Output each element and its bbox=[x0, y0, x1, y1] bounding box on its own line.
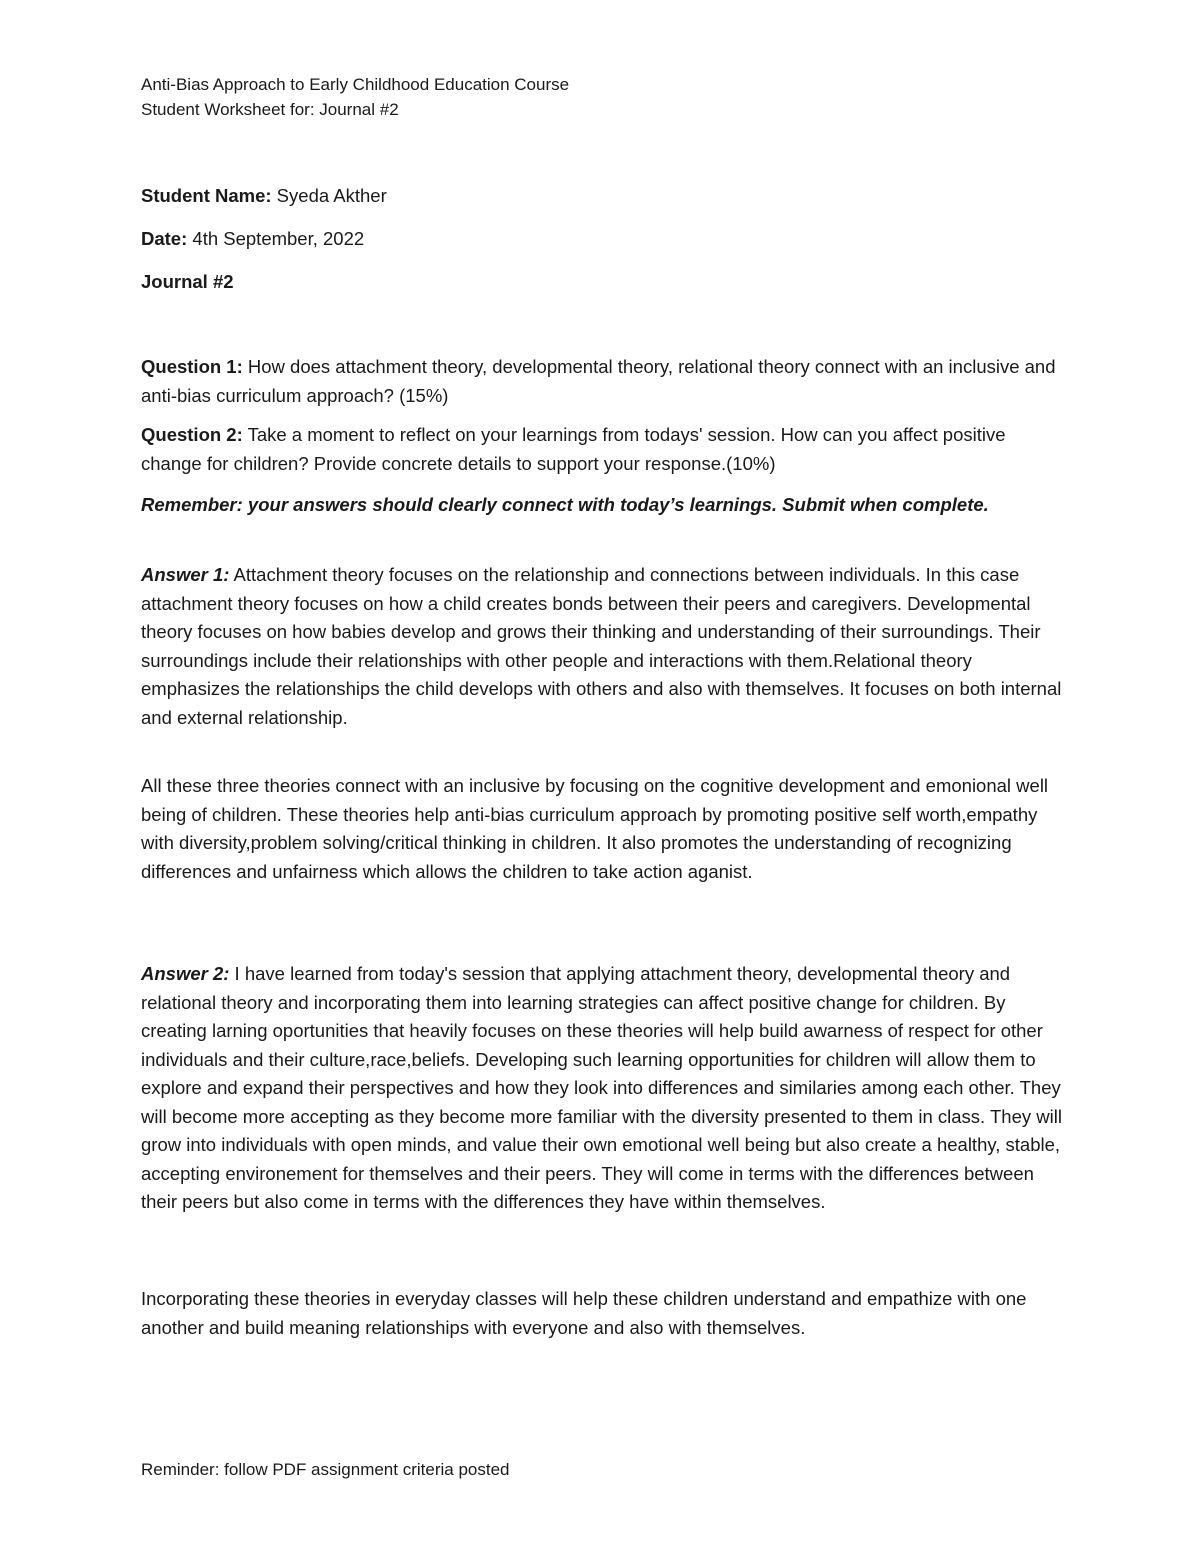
date-value: 4th September, 2022 bbox=[187, 228, 365, 249]
answer-2-text: I have learned from today's session that applying attachment theory, developmental theory and relational theory and incorporating them into learning strategies can affect positive change for children. By creating larning oportunities that heavily focuses on these theories will help build awarness of respect for other individuals and their culture,race,beliefs. Developing such learning opportunities for children will allow them to explore and expand their perspectives and how they look into differences and similaries among each other. They will become more accepting as they become more familiar with the diversity presented to them in class. They will grow into individuals with open minds, and value their own emotional well being but also create a healthy, stable, accepting environement for themselves and their peers. They will come in terms with the differences between their peers but also come in terms with the differences they have within themselves. bbox=[141, 963, 1062, 1212]
date-line bbox=[141, 225, 1061, 254]
student-name-line bbox=[141, 182, 1061, 211]
answer-reminder-note: Remember: your answers should clearly connect with today’s learnings. Submit when complete. bbox=[141, 494, 989, 515]
answer-2 bbox=[141, 960, 1066, 1217]
date-label: Date: bbox=[141, 228, 188, 249]
student-name-value: Syeda Akther bbox=[271, 185, 387, 206]
journal-heading: Journal #2 bbox=[141, 271, 234, 292]
answer-2-label: Answer 2: bbox=[141, 963, 230, 984]
answer-1 bbox=[141, 561, 1066, 732]
student-name-label: Student Name: bbox=[141, 185, 272, 206]
document-header bbox=[141, 72, 569, 122]
answer-2-paragraph-2: Incorporating these theories in everyday classes will help these children understand and empathize with one another and build meaning relationships with everyone and also with themselves. bbox=[141, 1288, 1027, 1338]
question-1 bbox=[141, 353, 1066, 410]
question-2 bbox=[141, 421, 1041, 478]
answer-1-label: Answer 1: bbox=[141, 564, 230, 585]
answer-1-paragraph-2: All these three theories connect with an inclusive by focusing on the cognitive development and emonional well being of children. These theories help anti-bias curriculum approach by promoting positive self worth,empathy with diversity,problem solving/critical thinking in children. It also promotes the understanding of recognizing differences and unfairness which allows the children to take action aganist. bbox=[141, 775, 1049, 882]
question-1-text: How does attachment theory, developmental theory, relational theory connect with an inclusive and anti-bias curriculum approach? (15%) bbox=[141, 356, 1056, 406]
answer-1-text: Attachment theory focuses on the relationship and connections between individuals. In this case attachment theory focuses on how a child creates bonds between their peers and caregivers. Developmental theory focuses on how babies develop and grows their thinking and understanding of their surroundings. Their surroundings include their relationships with other people and interactions with them.Relational theory emphasizes the relationships the child develops with others and also with themselves. It focuses on both internal and external relationship. bbox=[141, 564, 1062, 728]
footer-reminder: Reminder: follow PDF assignment criteria posted bbox=[141, 1460, 510, 1479]
worksheet-title: Student Worksheet for: Journal #2 bbox=[141, 100, 399, 119]
question-1-label: Question 1: bbox=[141, 356, 243, 377]
question-2-text: Take a moment to reflect on your learnings from todays' session. How can you affect positive change for children? Provide concrete details to support your response.(10%) bbox=[141, 424, 1006, 474]
question-2-label: Question 2: bbox=[141, 424, 243, 445]
course-title: Anti-Bias Approach to Early Childhood Education Course bbox=[141, 75, 570, 94]
